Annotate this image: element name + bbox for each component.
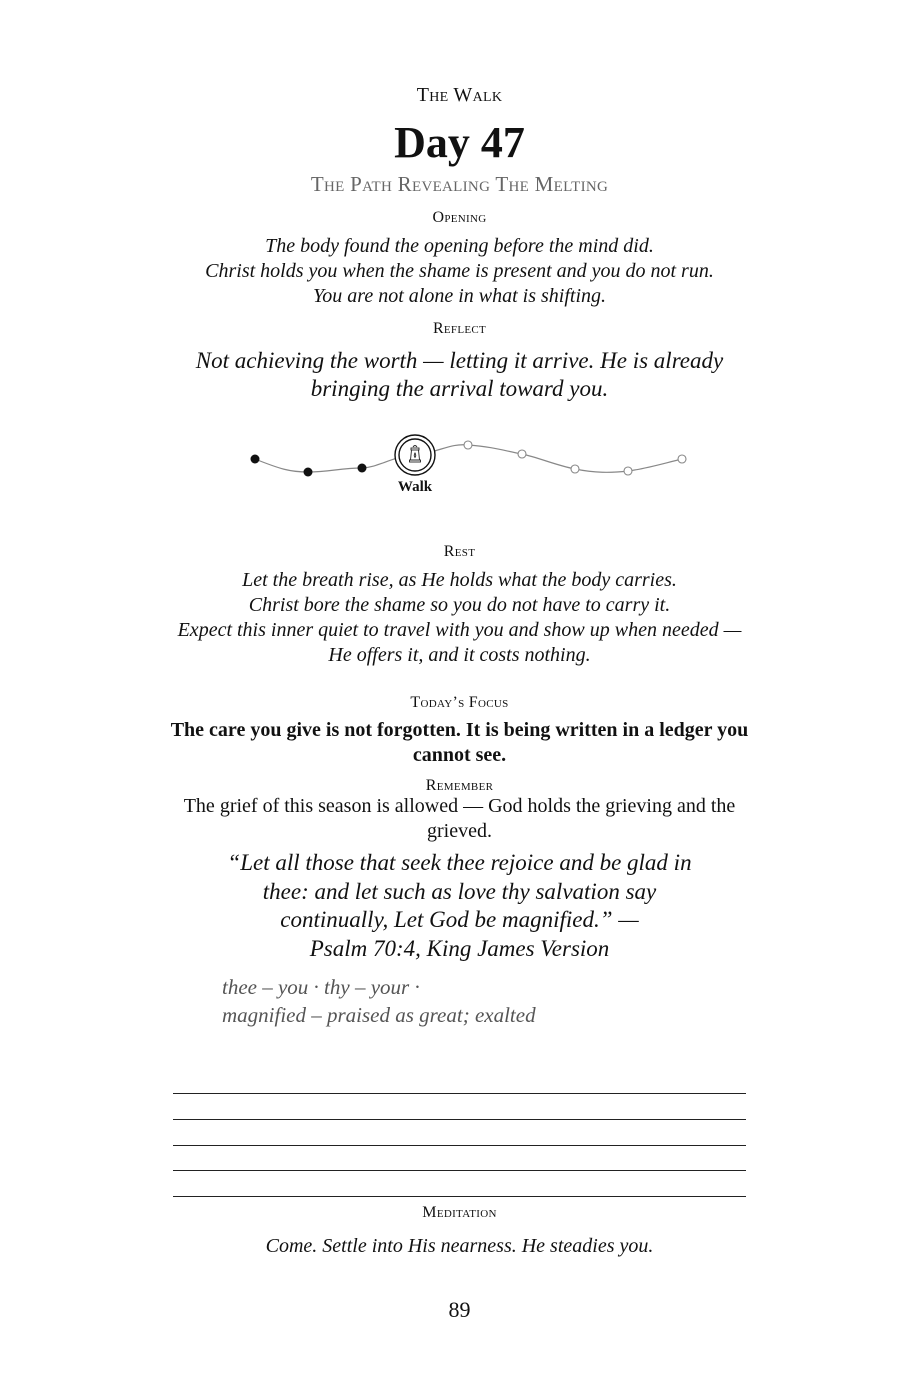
path-stop-upcoming (518, 450, 526, 458)
verse-citation: Psalm 70:4, King James Version (309, 935, 610, 961)
day-title: Day 47 (394, 118, 525, 167)
path-stop-upcoming (624, 467, 632, 475)
remember-text: The grief of this season is allowed — God holds the grieving and the grieved. (183, 795, 736, 842)
reflect-line: bringing the arrival toward you. (310, 376, 609, 401)
rest-line: Let the breath rise, as He holds what the body carries. (242, 569, 677, 591)
rest-line: He offers it, and it costs nothing. (328, 644, 591, 666)
path-stop-completed (251, 455, 260, 464)
focus-text: The care you give is not forgotten. It is being written in a ledger you cannot see. (170, 719, 749, 766)
path-stop-completed (358, 464, 367, 473)
focus-label: Today’s Focus (410, 694, 509, 711)
rest-label: Rest (443, 543, 476, 560)
verse-line: continually, Let God be magnified.” — (280, 907, 639, 932)
reflect-line: Not achieving the worth — letting it arrive. He is already (195, 348, 724, 373)
journal-line[interactable] (173, 1145, 746, 1146)
verse-line: “Let all those that seek thee rejoice and be glad in (227, 850, 692, 875)
journal-line[interactable] (173, 1196, 746, 1197)
journal-line[interactable] (173, 1093, 746, 1094)
page-number: 89 (448, 1297, 471, 1322)
glossary (222, 973, 642, 1029)
journal-line[interactable] (173, 1119, 746, 1120)
path-stop-upcoming (571, 465, 579, 473)
glossary-line: magnified – praised as great; exalted (222, 1003, 536, 1027)
opening-line: Christ holds you when the shame is present and you do not run. (205, 260, 714, 282)
opening-label: Opening (432, 209, 487, 226)
rest-line: Expect this inner quiet to travel with you and show up when needed — (177, 619, 742, 641)
rest-line: Christ bore the shame so you do not have to carry it. (248, 594, 671, 616)
opening-line: You are not alone in what is shifting. (313, 285, 606, 307)
path-stop-completed (304, 468, 313, 477)
meditation-text: Come. Settle into His nearness. He steadies you. (265, 1235, 654, 1257)
series-title: The Walk (416, 84, 503, 106)
journey-path (240, 425, 700, 500)
reflect-text (0, 347, 919, 403)
verse-line: thee: and let such as love thy salvation say (262, 878, 657, 904)
meditation-label: Meditation (422, 1204, 497, 1221)
opening-text (0, 234, 919, 309)
day-subtitle: The Path Revealing The Melting (310, 172, 609, 196)
path-stop-upcoming (464, 441, 472, 449)
glossary-line: thee – you · thy – your · (222, 975, 420, 999)
rest-text (0, 568, 919, 668)
remember-label: Remember (425, 777, 494, 794)
scripture-verse (220, 849, 699, 963)
reflect-label: Reflect (432, 320, 487, 337)
current-stage-label: Walk (397, 479, 433, 495)
path-stop-upcoming (678, 455, 686, 463)
journal-line[interactable] (173, 1170, 746, 1171)
opening-line: The body found the opening before the mind did. (265, 235, 654, 257)
path-stop-current (395, 435, 435, 475)
